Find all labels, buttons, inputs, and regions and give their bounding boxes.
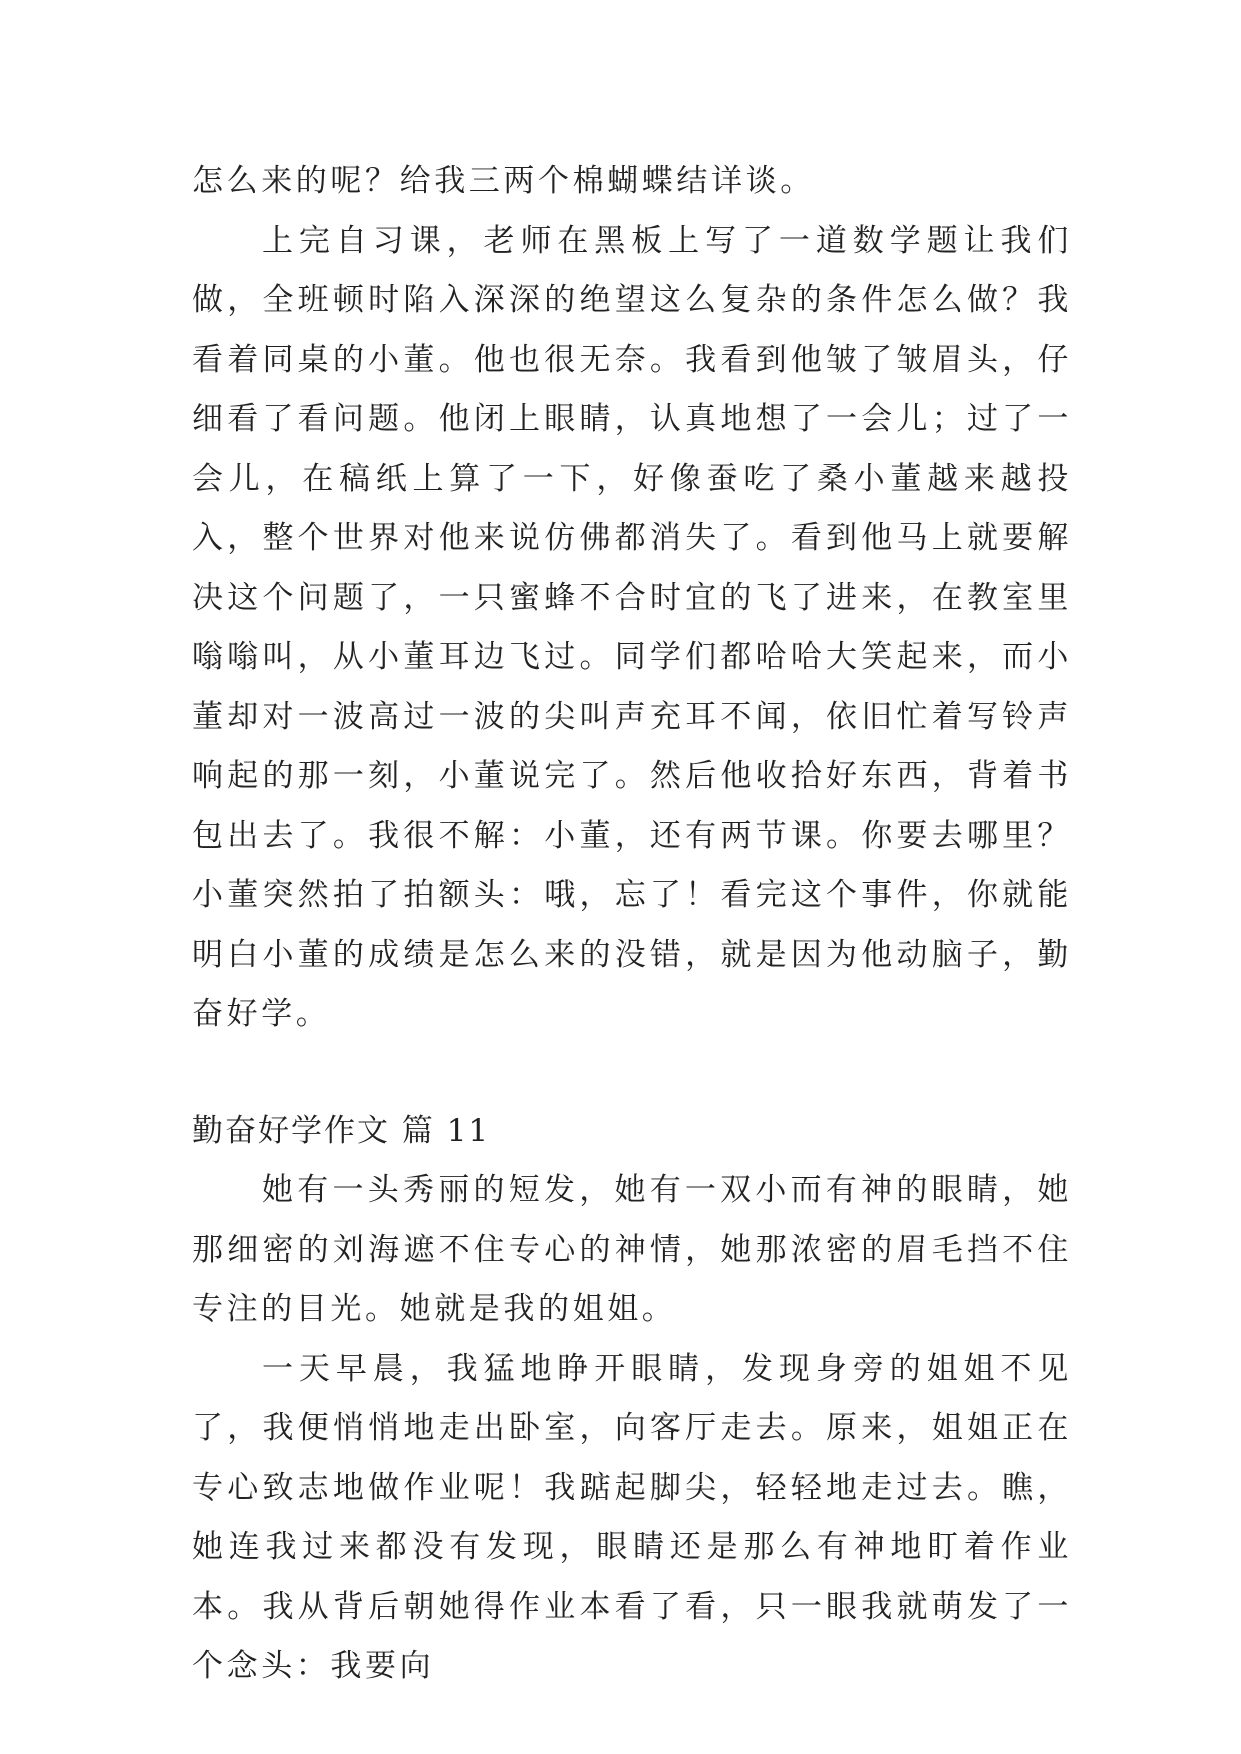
paragraph-intro: 她有一头秀丽的短发，她有一双小而有神的眼睛，她那细密的刘海遮不住专心的神情，她那浓密的眉毛挡不住专注的目光。她就是我的姐姐。	[192, 1172, 1072, 1327]
paragraph-continuation: 怎么来的呢？给我三两个棉蝴蝶结详谈。	[192, 163, 815, 199]
section-heading: 勤奋好学作文 篇 11	[192, 1112, 491, 1149]
paragraph-morning: 一天早晨，我猛地睁开眼睛，发现身旁的姐姐不见了，我便悄悄地走出卧室，向客厅走去。原来，姐姐正在专心致志地做作业呢！我踮起脚尖，轻轻地走过去。瞧，她连我过来都没有发现，眼睛还是那么有神地盯着作业本。我从背后朝她得作业本看了看，只一眼我就萌发了一个念头：我要向	[192, 1350, 1072, 1684]
document-body	[192, 152, 1072, 1697]
paragraph-story: 上完自习课，老师在黑板上写了一道数学题让我们做，全班顿时陷入深深的绝望这么复杂的条件怎么做？我看着同桌的小董。他也很无奈。我看到他皱了皱眉头，仔细看了看问题。他闭上眼睛，认真地想了一会儿；过了一会儿，在稿纸上算了一下，好像蚕吃了桑小董越来越投入，整个世界对他来说仿佛都消失了。看到他马上就要解决这个问题了，一只蜜蜂不合时宜的飞了进来，在教室里嗡嗡叫，从小董耳边飞过。同学们都哈哈大笑起来，而小董却对一波高过一波的尖叫声充耳不闻，依旧忙着写铃声响起的那一刻，小董说完了。然后他收拾好东西，背着书包出去了。我很不解：小董，还有两节课。你要去哪里？小董突然拍了拍额头：哦，忘了！看完这个事件，你就能明白小董的成绩是怎么来的没错，就是因为他动脑子，勤奋好学。	[192, 222, 1072, 1032]
section-gap	[192, 1045, 1072, 1102]
